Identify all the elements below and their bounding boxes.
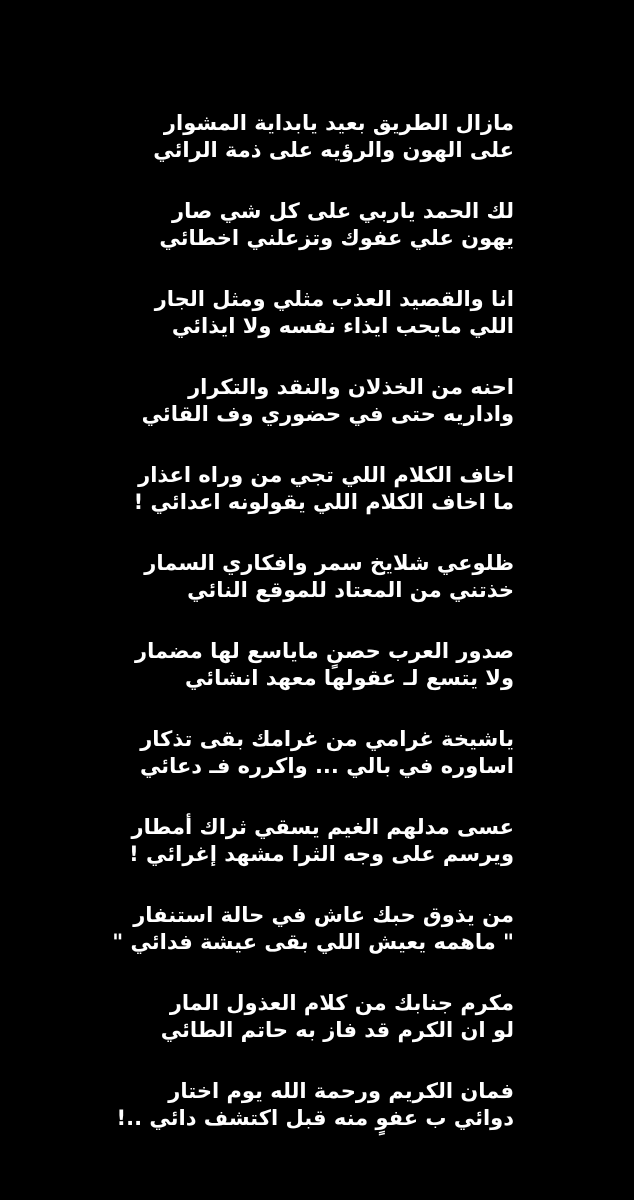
verse-line: من يذوق حبك عاش في حالة استنفار [133, 903, 514, 927]
verse-line: مازال الطريق بعيد يابداية المشوار [163, 111, 514, 135]
stanza-8 [94, 726, 514, 780]
stanza-7 [94, 638, 514, 692]
verse-line: خذتني من المعتاد للموقع النائي [187, 578, 514, 602]
verse-line: لو ان الكرم قد فاز به حاتم الطائي [160, 1018, 514, 1042]
verse-line: صدور العرب حصنٍ ماياسع لها مضمار [135, 639, 514, 663]
verse-line: ويرسم على وجه الثرا مشهد إغرائي ! [129, 842, 514, 866]
verse-line: اساوره في بالي ... واكرره فـ دعائي [139, 754, 514, 778]
verse-line: " ماهمه يعيش اللي بقى عيشة فدائي " [112, 930, 514, 954]
verse-line: واداريه حتى في حضوري وف القائي [141, 402, 514, 426]
verse-line: ظلوعي شلايخ سمر وافكاري السمار [144, 551, 514, 575]
verse-line: احنه من الخذلان والنقد والتكرار [188, 375, 514, 399]
verse-line: مكرم جنابك من كلام العذول المار [169, 991, 514, 1015]
verse-line: عسى مدلهم الغيم يسقي ثراك أمطار [131, 815, 514, 839]
verse-line: يهون علي عفوك وتزعلني اخطائي [159, 226, 514, 250]
stanza-1 [94, 110, 514, 164]
verse-line: اخاف الكلام اللي تجي من وراه اعذار [138, 463, 514, 487]
stanza-11 [94, 990, 514, 1044]
stanza-9 [94, 814, 514, 868]
stanza-6 [94, 550, 514, 604]
verse-line: دوائي ب عفوٍ منه قبل اكتشف دائي ..! [116, 1106, 514, 1130]
stanza-10 [94, 902, 514, 956]
poem-text [94, 110, 514, 1166]
stanza-2 [94, 198, 514, 252]
verse-line: على الهون والرؤيه على ذمة الرائي [153, 138, 514, 162]
stanza-12 [94, 1078, 514, 1132]
verse-line: ولا يتسع لـ عقولها معهد انشائي [184, 666, 514, 690]
verse-line: ياشيخة غرامي من غرامك بقى تذكار [140, 727, 514, 751]
verse-line: اللي مايحب ايذاء نفسه ولا ايذائي [171, 314, 514, 338]
stanza-3 [94, 286, 514, 340]
stanza-4 [94, 374, 514, 428]
verse-line: انا والقصيد العذب مثلي ومثل الجار [154, 287, 514, 311]
verse-line: ما اخاف الكلام اللي يقولونه اعدائي ! [133, 490, 514, 514]
verse-line: لك الحمد ياربي على كل شي صار [171, 199, 514, 223]
stanza-5 [94, 462, 514, 516]
verse-line: فمان الكريم ورحمة الله يوم اختار [168, 1079, 514, 1103]
